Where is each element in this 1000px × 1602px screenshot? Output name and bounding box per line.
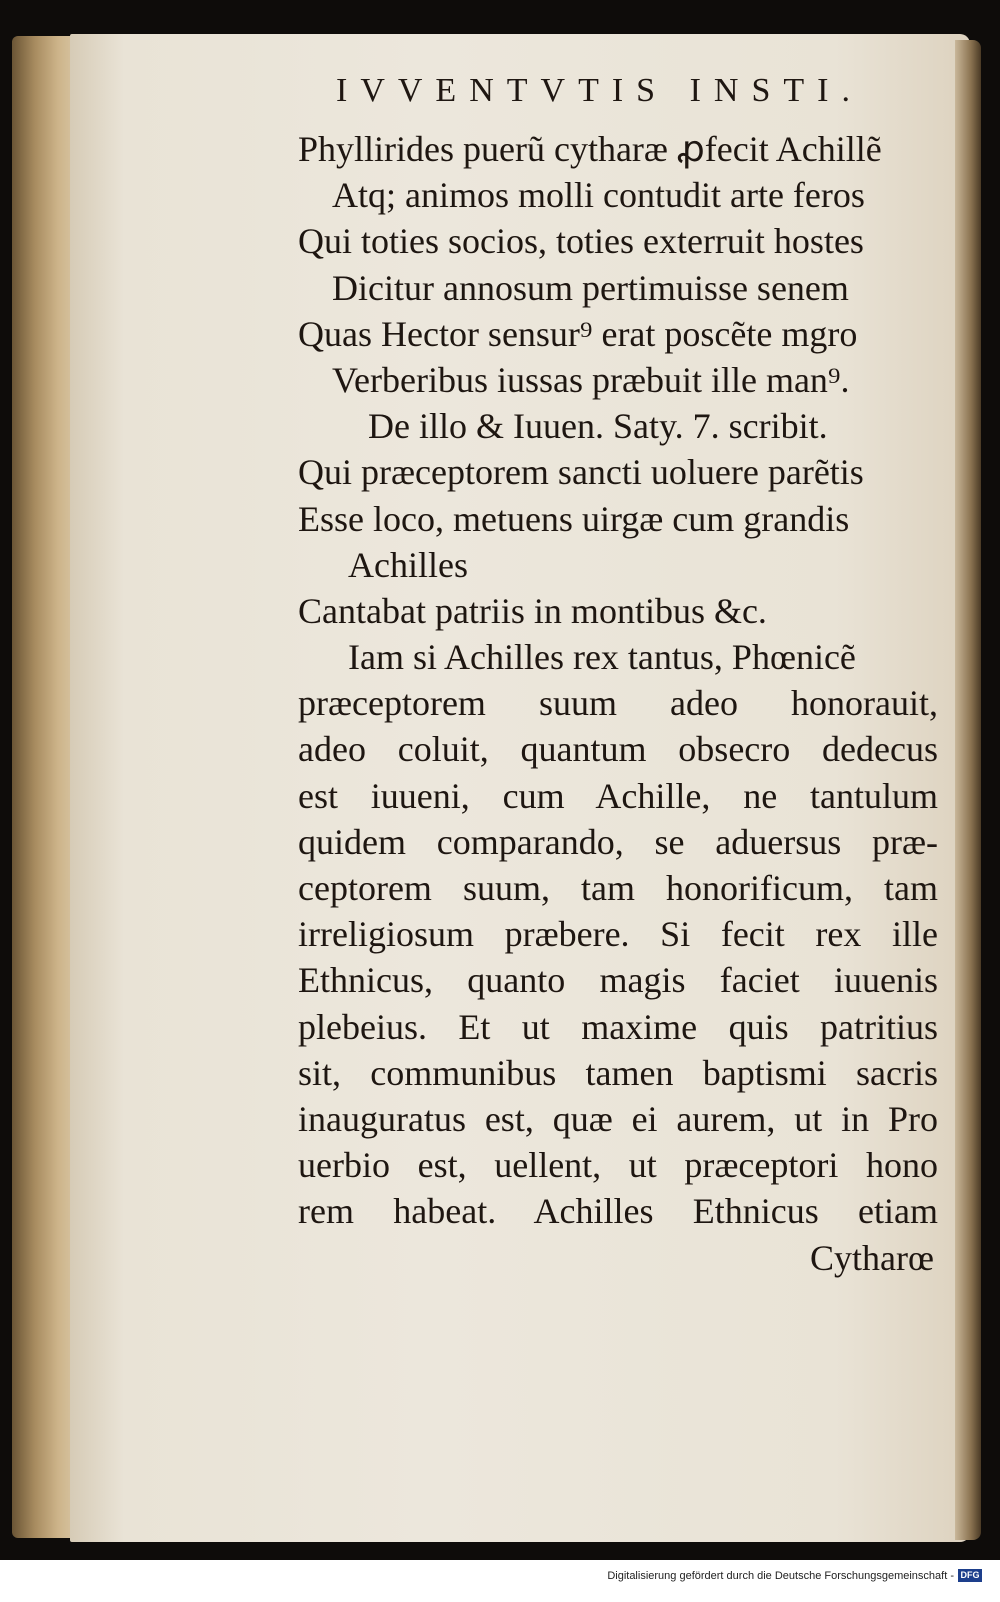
book-edge-left <box>12 36 78 1538</box>
text-line: irreligiosum præbere. Si fecit rex ille <box>298 914 938 955</box>
text-line: ceptorem suum, tam honorificum, tam <box>298 868 938 908</box>
text-line: rem habeat. Achilles Ethnicus etiam <box>298 1191 938 1232</box>
footer-bar <box>0 1560 1000 1602</box>
text-line: Esse loco, metuens uirgæ cum grandis <box>298 498 850 539</box>
text-line: Ethnicus, quanto magis faciet iuuenis <box>298 960 938 1001</box>
text-line: Iam si Achilles rex tantus, Phœnicẽ <box>348 637 856 678</box>
text-line: adeo coluit, quantum obsecro dedecus <box>298 729 938 770</box>
text-line: Quas Hector sensur⁹ erat poscẽte mgro <box>298 313 858 354</box>
book-edge-right <box>955 40 981 1540</box>
text-line: Achilles <box>348 544 468 585</box>
running-head: IVVENTVTIS INSTI. <box>336 72 863 109</box>
text-line: De illo & Iuuen. Saty. 7. scribit. <box>368 406 828 447</box>
text-line: Dicitur annosum pertimuisse senem <box>332 267 849 308</box>
text-line: est iuueni, cum Achille, ne tantulum <box>298 775 938 816</box>
catchword: Cytharœ <box>810 1237 934 1278</box>
text-line: inauguratus est, quæ ei aurem, ut in Pro <box>298 1098 938 1139</box>
dfg-logo-icon: DFG <box>958 1569 982 1582</box>
page-text <box>298 126 938 1281</box>
text-line: uerbio est, uellent, ut præceptori hono <box>298 1145 938 1186</box>
funding-credit: Digitalisierung gefördert durch die Deutsche Forschungsgemeinschaft - <box>607 1570 954 1582</box>
text-line: Qui toties socios, toties exterruit hostes <box>298 221 864 262</box>
text-line: præceptorem suum adeo honorauit, <box>298 683 938 724</box>
text-line: Cantabat patriis in montibus &c. <box>298 590 767 631</box>
text-line: quidem comparando, se aduersus præ- <box>298 821 938 862</box>
text-line: Phyllirides puerũ cytharæ ꝓfecit Achillẽ <box>298 129 882 169</box>
text-line: Verberibus iussas præbuit ille man⁹. <box>332 359 850 400</box>
text-line: Atq; animos molli contudit arte feros <box>332 175 865 216</box>
text-line: Qui præceptorem sancti uoluere parẽtis <box>298 452 864 493</box>
text-line: sit, communibus tamen baptismi sacris <box>298 1052 938 1093</box>
text-line: plebeius. Et ut maxime quis patritius <box>298 1006 938 1047</box>
